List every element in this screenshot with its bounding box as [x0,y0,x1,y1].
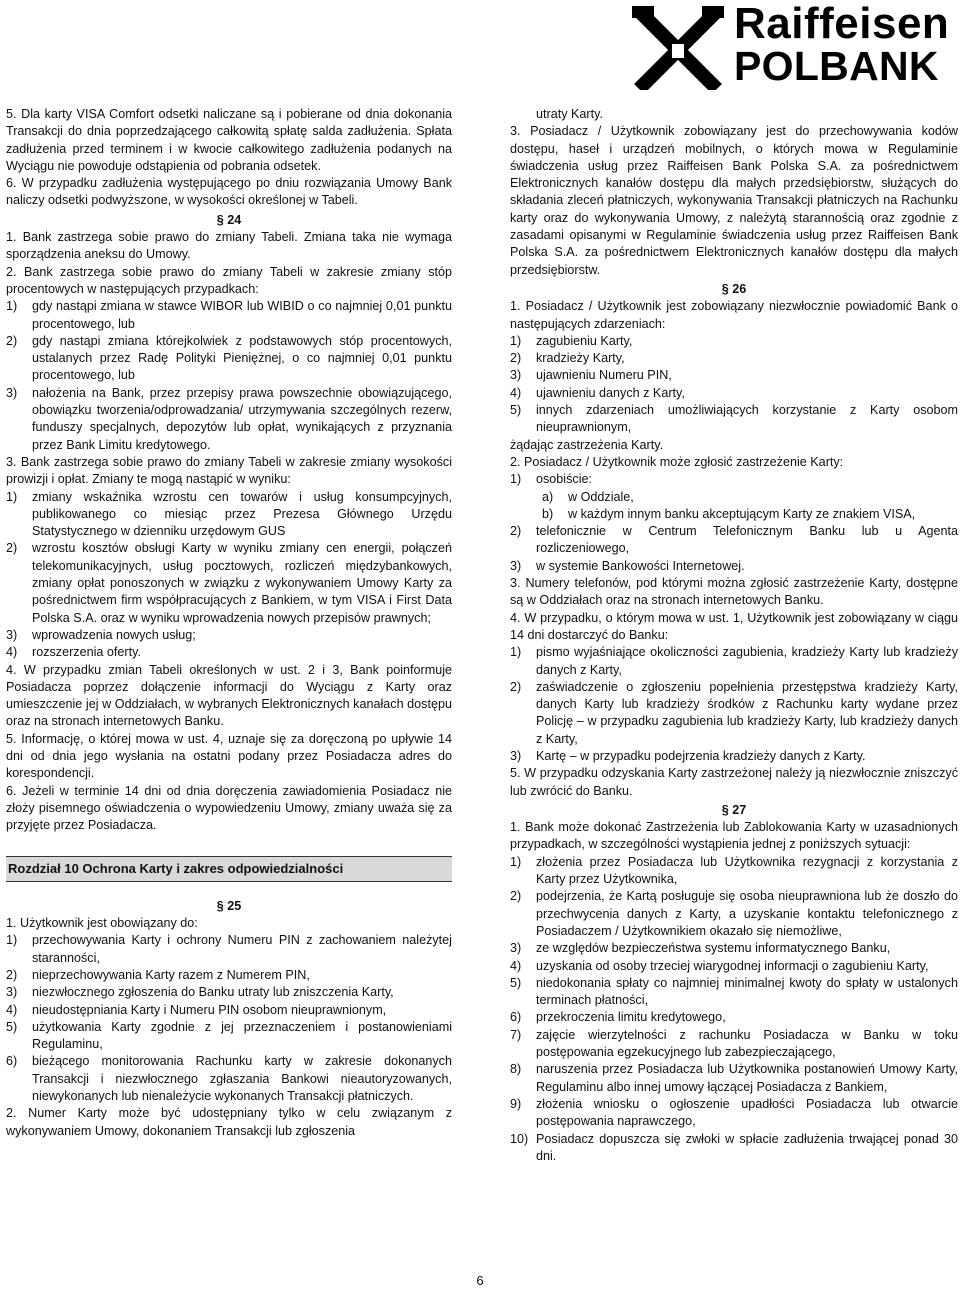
sub-text: nieudostępniania Karty i Numeru PIN osobom nieuprawnionym, [32,1002,387,1017]
sub-text: telefonicznie w Centrum Telefonicznym Banku lub u Agenta rozliczeniowego, [536,524,958,556]
item-marker: 5. [510,766,521,781]
item-marker: 2. [6,264,17,279]
sub-text: zmiany wskaźnika wzrostu cen towarów i usług konsumpcyjnych, publikowanego co miesiąc przez Prezesa Głównego Urzędu Statystycznego w dzienniku urzędowym GUS [32,489,452,539]
sub-marker: 8) [510,1062,522,1077]
sub-marker: 5) [6,1019,18,1034]
sub-marker: 6) [6,1054,18,1069]
s26-item-4-sub-1 [510,644,958,679]
sub-marker: 1) [6,299,18,314]
sub-marker: 10) [510,1131,529,1146]
s26-item-2-sub-1-a [510,489,958,506]
item-text: Bank zastrzega sobie prawo do zmiany Tabeli w zakresie zmiany stóp procentowych w następujących przypadkach: [6,264,453,296]
item-text: Numer Karty może być udostępniany tylko w celu związanym z wykonywaniem Umowy, dokonaniem Transakcji lub zgłoszenia [6,1106,453,1138]
item-text: Posiadacz / Użytkownik może zgłosić zastrzeżenie Karty: [524,454,844,469]
s24-item-3-sub-4 [6,644,452,661]
sub-text: wzrostu kosztów obsługi Karty w wyniku zmiany cen energii, połączeń telekomunikacyjnych, usług pocztowych, rozliczeń międzybankowych, zmiany opłat ponoszonych w związku z wykonywaniem Umowy Karty za pośrednictwem firm współpracujących z Bankiem, w tym VISA i First Data Polska S.A. oraz w wyniku wprowadzenia nowych przepisów prawnych; [32,541,452,625]
letter-marker: b) [542,506,554,521]
sub-marker: 2) [510,351,522,366]
sub-marker: 9) [510,1096,522,1111]
page-number: 6 [476,1273,484,1288]
s27-item-1-sub-2 [510,888,958,940]
s26-item-1 [510,298,958,333]
sub-marker: 7) [510,1027,522,1042]
raiffeisen-gable-cross-icon [630,4,726,90]
s24-item-3-sub-3 [6,627,452,644]
s26-item-1-sub-5 [510,402,958,437]
sub-marker: 5) [510,975,522,990]
sub-marker: 4) [6,645,18,660]
s26-item-4-sub-3 [510,748,958,765]
item-text: W przypadku odzyskania Karty zastrzeżonej należy ją niezwłocznie zniszczyć lub zwrócić do Banku. [510,766,958,798]
s24-item-1 [6,229,452,264]
item-marker: 5. [6,107,17,121]
item-text: Posiadacz / Użytkownik jest zobowiązany niezwłocznie powiadomić Bank o następujących zdarzeniach: [510,299,959,331]
s26-item-1-tail: żądając zastrzeżenia Karty. [510,437,664,452]
sub-text: w systemie Bankowości Internetowej. [536,558,745,573]
sub-marker: 3) [510,558,522,573]
s26-item-1-sub-3 [510,367,958,384]
s27-item-1-sub-9 [510,1096,958,1131]
sub-text: zaświadczenie o zgłoszeniu popełnienia przestępstwa kradzieży Karty, danych Karty lub kradzieży środków z Rachunku karty wydane przez Policję – w przypadku zagubienia lub kradzieży Karty, lub kradzieży danych z Karty, [536,679,958,746]
s26-item-1-sub-4 [510,385,958,402]
item-marker: 6. [6,783,17,798]
s24-item-4 [6,662,452,731]
item-marker: 3. [6,454,17,469]
s26-item-1-sub-2 [510,350,958,367]
item-text: Posiadacz / Użytkownik zobowiązany jest do przechowywania kodów dostępu, haseł i urządzeń mobilnych, o których mowa w Regulaminie świadczenia usług przez Raiffeisen Bank Polska S.A. za pośrednictwem Elektronicznych kanałów dostępu dla małych przedsiębiorstw, służących do składania zleceń płatniczych, wykonywania Transakcji płatniczych na Rachunku karty oraz do wykonywania Umowy, z należytą starannością oraz zgodnie z zasadami opisanymi w Regulaminie świadczenia usług przez Raiffeisen Bank Polska S.A. za pośrednictwem Elektronicznych kanałów dostępu dla małych przedsiębiorstw. [510,124,959,277]
s26-item-2-sub-1-b [510,506,958,523]
item-marker: 1. [510,820,521,835]
sub-text: przekroczenia limitu kredytowego, [536,1010,726,1025]
s25-item-1-sub-6 [6,1053,452,1105]
s26-item-2-sub-3 [510,558,958,575]
s25-item-1 [6,915,452,932]
s26-item-4 [510,610,958,645]
sub-text: pismo wyjaśniające okoliczności zagubienia, kradzieży Karty lub kradzieży danych z Karty, [536,645,958,677]
sub-marker: 3) [6,627,18,642]
sub-marker: 1) [510,854,522,869]
sub-marker: 1) [6,489,18,504]
section-26-heading: § 26 [721,281,747,296]
sub-marker: 2) [510,889,522,904]
item-marker: 6. [6,176,17,191]
section-25-heading: § 25 [216,898,242,913]
sub-marker: 1) [6,933,18,948]
section-27-heading: § 27 [721,802,747,817]
s27-item-1-sub-4 [510,958,958,975]
item-text: W przypadku, o którym mowa w ust. 1, Użytkownik jest zobowiązany w ciągu 14 dni dostarczyć do Banku: [510,610,959,642]
s26-item-5 [510,765,958,800]
item-marker: 1. [6,230,17,245]
sub-marker: 3) [510,941,522,956]
item-text: Bank zastrzega sobie prawo do zmiany Tabeli w zakresie zmiany wysokości prowizji i opłat. Zmiany te mogą nastąpić w wyniku: [6,454,452,487]
item-marker: 1. [510,299,521,314]
sub-text: naruszenia przez Posiadacza lub Użytkownika postanowień Umowy Karty, Regulaminu albo innej umowy łączącej Posiadacza z Bankiem, [536,1062,958,1094]
item-marker: 2. [6,1106,17,1121]
item-text: Dla karty VISA Comfort odsetki naliczane są i pobierane od dnia dokonania Transakcji do dnia poprzedzającego całkowitą spłatę salda zadłużenia. Spłata zadłużenia przed terminem i w kwocie całkowitego zadłużenia podanych na Wyciągu nie powoduje odstąpienia od pobrania odsetek. [6,107,453,173]
sub-marker: 1) [510,333,522,348]
s26-item-4-sub-2 [510,679,958,748]
s26-item-2 [510,454,958,471]
s24-item-3-sub-2 [6,540,452,626]
s27-item-1-sub-8 [510,1061,958,1096]
item-marker: 3. [510,124,521,139]
sub-text: gdy nastąpi zmiana w stawce WIBOR lub WIBID o co najmniej 0,01 punktu procentowego, lub [32,299,452,331]
sub-marker: 3) [510,748,522,763]
letter-marker: a) [542,489,554,504]
sub-text: nieprzechowywania Karty razem z Numerem PIN, [32,967,310,982]
paragraph-5 [6,106,452,175]
s26-item-2-sub-2 [510,523,958,558]
s25-item-1-sub-4 [6,1002,452,1019]
s25-item-2-continuation: utraty Karty. [536,107,603,121]
sub-text: gdy nastąpi zmiana którejkolwiek z podstawowych stóp procentowych, ustalanych przez Radę Polityki Pieniężnej, o co najmniej 0,01 punktu procentowego, lub [32,333,452,383]
item-text: Jeżeli w terminie 14 dni od dnia doręczenia zawiadomienia Posiadacz nie złoży pisemnego oświadczenia o wypowiedzeniu Umowy, zmiany uważa się za przyjęte przez Posiadacza. [6,783,453,833]
s24-item-2-sub-3 [6,385,452,454]
paragraph-6 [6,175,452,210]
item-marker: 4. [6,662,17,677]
s24-item-6 [6,783,452,835]
s27-item-1 [510,819,958,854]
sub-text: zagubieniu Karty, [536,333,633,348]
s24-item-5 [6,731,452,783]
item-marker: 3. [510,576,521,591]
letter-text: w Oddziale, [568,489,634,504]
item-text: Bank może dokonać Zastrzeżenia lub Zablokowania Karty w uzasadnionych przypadkach, w szczególności wystąpienia jednej z poniższych sytuacji: [510,820,958,852]
s27-item-1-sub-10 [510,1131,958,1166]
sub-marker: 6) [510,1010,522,1025]
item-text: Numery telefonów, pod którymi można zgłosić zastrzeżenie Karty, dostępne są w Oddziałach oraz na stronach internetowych Banku. [510,576,959,608]
logo-text-raiffeisen: Raiffeisen [734,0,950,48]
s25-item-3 [510,123,958,279]
s25-item-2 [6,1105,452,1140]
item-text: Użytkownik jest obowiązany do: [20,916,198,931]
item-text: W przypadku zmian Tabeli określonych w ust. 2 i 3, Bank poinformuje Posiadacza poprzez dołączenie informacji do Wyciągu z Karty oraz umieszczenie jej w Oddziałach, w wybranych Elektronicznych kanałach dostępu oraz na stronach internetowych Banku. [6,662,452,729]
s24-item-3-sub-1 [6,489,452,541]
sub-marker: 2) [6,541,18,556]
item-text: W przypadku zadłużenia występującego po dniu rozwiązania Umowy Bank naliczy odsetki podwyższone, w wysokości określonej w Tabeli. [6,176,452,208]
sub-text: kradzieży Karty, [536,351,625,366]
sub-text: ujawnieniu Numeru PIN, [536,368,672,383]
left-column [6,106,452,1140]
raiffeisen-polbank-logo [630,2,960,88]
sub-text: uzyskania od osoby trzeciej wiarygodnej informacji o zagubieniu Karty, [536,958,929,973]
sub-text: złożenia wniosku o ogłoszenie upadłości Posiadacza lub otwarcie postępowania naprawczego, [536,1096,958,1129]
item-marker: 1. [6,916,17,931]
sub-text: ze względów bezpieczeństwa systemu informatycznego Banku, [536,941,891,956]
sub-text: osobiście: [536,472,593,487]
s26-item-2-sub-1 [510,471,958,488]
sub-marker: 4) [510,958,522,973]
item-text: Informację, o której mowa w ust. 4, uznaje się za doręczoną po upływie 14 dni od dnia jego wysłania na ostatni podany przez Posiadacza adres do korespondencji. [6,731,452,781]
s27-item-1-sub-7 [510,1027,958,1062]
sub-text: rozszerzenia oferty. [32,645,141,660]
sub-text: złożenia przez Posiadacza lub Użytkownika rezygnacji z korzystania z Karty przez Użytkownika, [536,854,958,887]
sub-text: Posiadacz dopuszcza się zwłoki w spłacie zadłużenia trwającej ponad 30 dni. [536,1131,958,1163]
sub-text: przechowywania Karty i ochrony Numeru PIN z zachowaniem należytej staranności, [32,933,452,965]
s24-item-2 [6,264,452,299]
s26-item-3 [510,575,958,610]
s27-item-1-sub-5 [510,975,958,1010]
sub-marker: 3) [6,985,18,1000]
sub-marker: 3) [6,385,18,400]
sub-text: podejrzenia, że Kartą posługuje się osoba nieuprawniona lub że doszło do przechwycenia danych z Karty, a uzyskanie kontaktu telefonicznego z Posiadaczem / Użytkownikiem okazało się niemożliwe, [536,889,958,938]
sub-marker: 2) [510,679,522,694]
sub-text: zajęcie wierzytelności z rachunku Posiadacza w Banku w toku postępowania egzekucyjnego lub zabezpieczającego, [536,1027,958,1060]
s24-item-3 [6,454,452,489]
s25-item-1-sub-1 [6,932,452,967]
sub-text: nałożenia na Bank, przez przepisy prawa powszechnie obowiązującego, obowiązku tworzenia/odprowadzania/ utrzymywania szczególnych rezerw, funduszy specjalnych, depozytów lub opłat, wynikających z przyznania przez Bank Limitu kredytowego. [32,385,452,452]
sub-marker: 4) [510,385,522,400]
sub-text: bieżącego monitorowania Rachunku karty w zakresie dokonanych Transakcji i niezwłocznego zgłaszania Bankowi nieautoryzowanych, niewykonanych lub nienależycie wykonanych Transakcji płatniczych. [32,1054,452,1104]
item-marker: 5. [6,731,17,746]
right-column [510,106,958,1165]
sub-marker: 3) [510,368,522,383]
section-24-heading: § 24 [216,212,242,227]
sub-text: niedokonania spłaty co najmniej minimalnej kwoty do spłaty w ustalonych terminach płatności, [536,975,958,1008]
s27-item-1-sub-3 [510,940,958,957]
sub-marker: 2) [510,524,522,539]
sub-marker: 5) [510,403,522,418]
s25-item-1-sub-3 [6,984,452,1001]
sub-marker: 2) [6,967,18,982]
s24-item-2-sub-1 [6,298,452,333]
sub-text: wprowadzenia nowych usług; [32,627,196,642]
s24-item-2-sub-2 [6,333,452,385]
s25-item-1-sub-2 [6,967,452,984]
sub-text: innych zdarzeniach umożliwiających korzystanie z Karty osobom nieuprawnionym, [536,403,958,435]
s27-item-1-sub-1 [510,854,958,889]
sub-text: niezwłocznego zgłoszenia do Banku utraty lub zniszczenia Karty, [32,985,394,1000]
sub-marker: 1) [510,645,522,660]
sub-marker: 1) [510,472,522,487]
sub-text: Kartę – w przypadku podejrzenia kradzieży danych z Karty. [536,748,866,763]
sub-text: ujawnieniu danych z Karty, [536,385,685,400]
sub-text: użytkowania Karty zgodnie z jej przeznaczeniem i postanowieniami Regulaminu, [32,1019,452,1052]
item-marker: 4. [510,610,521,625]
sub-marker: 4) [6,1002,18,1017]
chapter-heading: Rozdział 10 Ochrona Karty i zakres odpowiedzialności [6,856,452,881]
s25-item-1-sub-5 [6,1019,452,1054]
s26-item-1-sub-1 [510,333,958,350]
logo-text-polbank: POLBANK [734,43,939,89]
s27-item-1-sub-6 [510,1009,958,1026]
letter-text: w każdym innym banku akceptującym Karty ze znakiem VISA, [568,506,916,521]
sub-marker: 2) [6,333,18,348]
item-marker: 2. [510,454,521,469]
item-text: Bank zastrzega sobie prawo do zmiany Tabeli. Zmiana taka nie wymaga sporządzenia aneksu do Umowy. [6,230,452,262]
